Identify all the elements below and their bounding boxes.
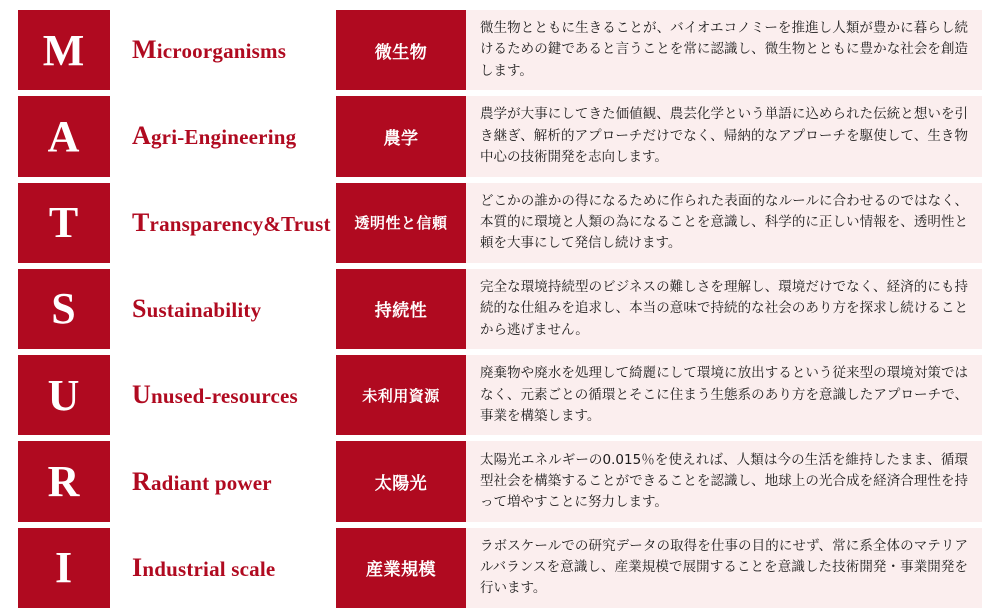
word-remainder: adiant power [150, 470, 272, 495]
acrostic-word-cell [110, 183, 336, 263]
word-remainder: gri-Engineering [150, 125, 297, 150]
acrostic-word-label [132, 121, 296, 151]
acrostic-row [18, 355, 982, 435]
acrostic-jp-keyword: 持続性 [336, 269, 466, 349]
acrostic-letter-m: M [18, 10, 110, 90]
word-remainder: nused-resources [150, 384, 298, 409]
acrostic-description-panel [466, 10, 982, 90]
acrostic-letter-i: I [18, 528, 110, 608]
acrostic-jp-keyword: 透明性と信頼 [336, 183, 466, 263]
acrostic-description-text: ラボスケールでの研究データの取得を仕事の目的にせず、常に系全体のマテリアルバランスを意識し、産業規模で展開することを意識した技術開発・事業開発を行います。 [480, 537, 968, 597]
acrostic-description-text: 農学が大事にしてきた価値観、農芸化学という単語に込められた伝統と想いを引き継ぎ、解析的アプローチだけでなく、帰納的なアプローチを駆使して、生き物中心の技術開発を志向します。 [480, 106, 968, 166]
acrostic-letter-u: U [18, 355, 110, 435]
acrostic-word-label [132, 35, 286, 65]
acrostic-letter-t: T [18, 183, 110, 263]
acrostic-word-label [132, 294, 261, 324]
acrostic-word-cell [110, 10, 336, 90]
acrostic-word-label [132, 208, 331, 238]
acrostic-row [18, 441, 982, 521]
acrostic-word-cell [110, 528, 336, 608]
word-capital: S [132, 293, 147, 323]
acrostic-description-panel [466, 355, 982, 435]
word-remainder: icroorganisms [156, 39, 287, 64]
acrostic-description-text: 廃棄物や廃水を処理して綺麗にして環境に放出するという従来型の環境対策ではなく、元素ごとの循環とそこに住まう生態系のあり方を意識したアプローチで、事業を構築します。 [480, 365, 968, 424]
word-capital: A [132, 121, 151, 151]
acrostic-description-panel [466, 269, 982, 349]
acrostic-word-label [132, 553, 275, 583]
acrostic-row [18, 528, 982, 608]
word-remainder: ransparency&Trust [149, 211, 331, 236]
acrostic-word-cell [110, 96, 336, 176]
acrostic-letter-a: A [18, 96, 110, 176]
acrostic-description-text: どこかの誰かの得になるために作られた表面的なルールに合わせるのではなく、本質的に環境と人類の為になることを意識し、科学的に正しい情報を、透明性と頼を大事にして発信し続けます。 [480, 192, 968, 252]
acrostic-word-label [132, 380, 298, 410]
word-capital: M [132, 35, 157, 65]
acrostic-letter-s: S [18, 269, 110, 349]
word-capital: U [132, 380, 151, 410]
acrostic-jp-keyword: 太陽光 [336, 441, 466, 521]
acrostic-description-text: 微生物とともに生きることが、バイオエコノミーを推進し人類が豊かに暮らし続けるための鍵であると言うことを常に認識し、微生物とともに豊かな社会を創造します。 [480, 20, 968, 79]
word-capital: I [132, 552, 143, 582]
acrostic-jp-keyword: 未利用資源 [336, 355, 466, 435]
acrostic-description-panel [466, 96, 982, 176]
acrostic-row [18, 96, 982, 176]
acrostic-description-text: 太陽光エネルギーの0.015％を使えれば、人類は今の生活を維持したまま、循環型社会を構築することができることを認識し、地球上の光合成を経済合理性を持って増やすことに努力します。 [480, 451, 968, 511]
word-remainder: ndustrial scale [142, 556, 276, 581]
acrostic-row [18, 10, 982, 90]
acrostic-description-panel [466, 528, 982, 608]
acrostic-jp-keyword: 産業規模 [336, 528, 466, 608]
acrostic-description-panel [466, 441, 982, 521]
acrostic-word-label [132, 467, 272, 497]
word-capital: R [132, 466, 151, 496]
word-remainder: ustainability [146, 297, 262, 322]
acrostic-row [18, 183, 982, 263]
acrostic-jp-keyword: 微生物 [336, 10, 466, 90]
acrostic-description-panel [466, 183, 982, 263]
acrostic-row [18, 269, 982, 349]
acrostic-letter-r: R [18, 441, 110, 521]
acrostic-jp-keyword: 農学 [336, 96, 466, 176]
acrostic-description-text: 完全な環境持続型のビジネスの難しさを理解し、環境だけでなく、経済的にも持続的な仕組みを追求し、本当の意味で持続的な社会のあり方を探求し続けることから逃げません。 [480, 278, 968, 338]
acrostic-word-cell [110, 269, 336, 349]
word-capital: T [132, 207, 150, 237]
acrostic-word-cell [110, 441, 336, 521]
acrostic-word-cell [110, 355, 336, 435]
